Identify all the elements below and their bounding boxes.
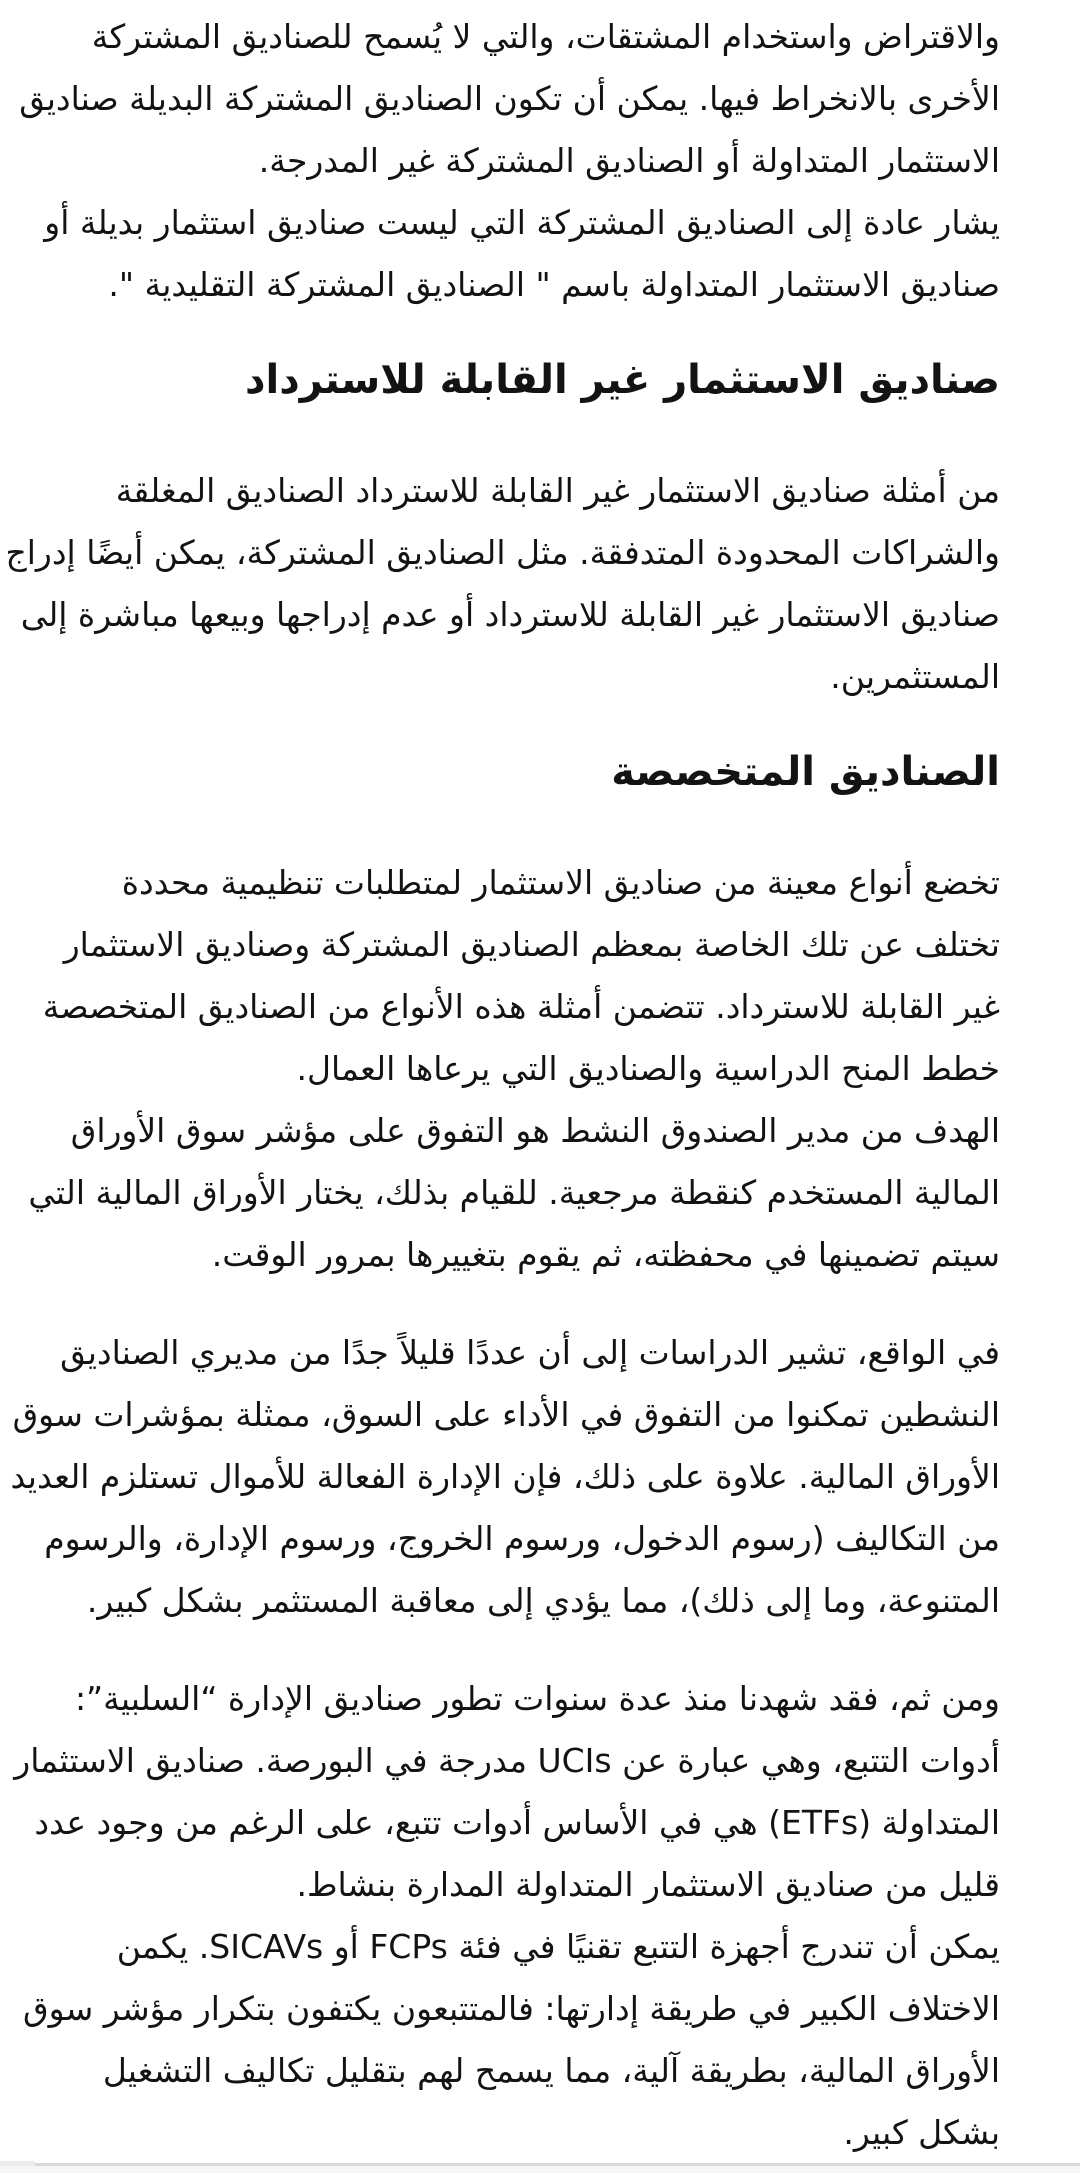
text-line: أدوات التتبع، وهي عبارة عن UCIs مدرجة في البورصة. صناديق الاستثمار (14, 1741, 1000, 1780)
text-line: تختلف عن تلك الخاصة بمعظم الصناديق المشتركة وصناديق الاستثمار (63, 925, 1000, 964)
paragraph (0, 6, 1000, 316)
text-line: المالية المستخدم كنقطة مرجعية. للقيام بذلك، يختار الأوراق المالية التي (28, 1173, 1000, 1212)
text-line: قليل من صناديق الاستثمار المتداولة المدارة بنشاط. (296, 1865, 1000, 1904)
text-line: خطط المنح الدراسية والصناديق التي يرعاها العمال. (296, 1049, 1000, 1088)
text-line: المتنوعة، وما إلى ذلك)، مما يؤدي إلى معاقبة المستثمر بشكل كبير. (86, 1581, 1000, 1620)
text-line: صناديق الاستثمار المتداولة باسم " الصناديق المشتركة التقليدية ". (108, 265, 1000, 304)
text-line: غير القابلة للاسترداد. تتضمن أمثلة هذه الأنواع من الصناديق المتخصصة (42, 987, 1000, 1026)
text-line: النشطين تمكنوا من التفوق في الأداء على السوق، ممثلة بمؤشرات سوق (12, 1395, 1000, 1434)
text-line: بشكل كبير. (843, 2113, 1000, 2152)
section-heading: صناديق الاستثمار غير القابلة للاسترداد (244, 357, 1000, 403)
text-line: الهدف من مدير الصندوق النشط هو التفوق على مؤشر سوق الأوراق (70, 1111, 1000, 1150)
text-line: والشراكات المحدودة المتدفقة. مثل الصناديق المشتركة، يمكن أيضًا إدراج (5, 533, 1000, 572)
text-line: الأوراق المالية، بطريقة آلية، مما يسمح لهم بتقليل تكاليف التشغيل (102, 2051, 1000, 2090)
text-line: من أمثلة صناديق الاستثمار غير القابلة للاسترداد الصناديق المغلقة (115, 471, 1000, 510)
text-line: المتداولة (ETFs) هي في الأساس أدوات تتبع، على الرغم من وجود عدد (34, 1803, 1000, 1842)
text-line: الاستثمار المتداولة أو الصناديق المشتركة غير المدرجة. (258, 141, 1000, 180)
paragraph (0, 852, 1000, 1286)
text-line: في الواقع، تشير الدراسات إلى أن عددًا قليلاً جدًا من مديري الصناديق (60, 1333, 1000, 1372)
text-line: الاختلاف الكبير في طريقة إدارتها: فالمتتبعون يكتفون بتكرار مؤشر سوق (22, 1989, 1000, 2028)
text-line: تخضع أنواع معينة من صناديق الاستثمار لمتطلبات تنظيمية محددة (121, 863, 1000, 902)
text-line: الأخرى بالانخراط فيها. يمكن أن تكون الصناديق المشتركة البديلة صناديق (19, 79, 1000, 118)
text-line: يشار عادة إلى الصناديق المشتركة التي ليست صناديق استثمار بديلة أو (44, 203, 1000, 242)
text-line: المستثمرين. (830, 657, 1000, 696)
text-line: الأوراق المالية. علاوة على ذلك، فإن الإدارة الفعالة للأموال تستلزم العديد (10, 1457, 1000, 1496)
text-line: يمكن أن تندرج أجهزة التتبع تقنيًا في فئة FCPs أو SICAVs. يكمن (116, 1927, 1000, 1966)
text-line: ومن ثم، فقد شهدنا منذ عدة سنوات تطور صناديق الإدارة “السلبية”: (74, 1679, 1000, 1718)
bottom-strip (0, 2166, 1080, 2173)
text-line: من التكاليف (رسوم الدخول، ورسوم الخروج، ورسوم الإدارة، والرسوم (44, 1519, 1000, 1558)
paragraph (0, 460, 1000, 708)
text-line: صناديق الاستثمار غير القابلة للاسترداد أو عدم إدراجها وبيعها مباشرة إلى (20, 595, 1000, 634)
paragraph (0, 1322, 1000, 1632)
section-heading: الصناديق المتخصصة (611, 749, 1000, 795)
text-line: والاقتراض واستخدام المشتقات، والتي لا يُسمح للصناديق المشتركة (91, 17, 1000, 56)
text-line: سيتم تضمينها في محفظته، ثم يقوم بتغييرها بمرور الوقت. (211, 1235, 1000, 1274)
paragraph (0, 1668, 1000, 2164)
